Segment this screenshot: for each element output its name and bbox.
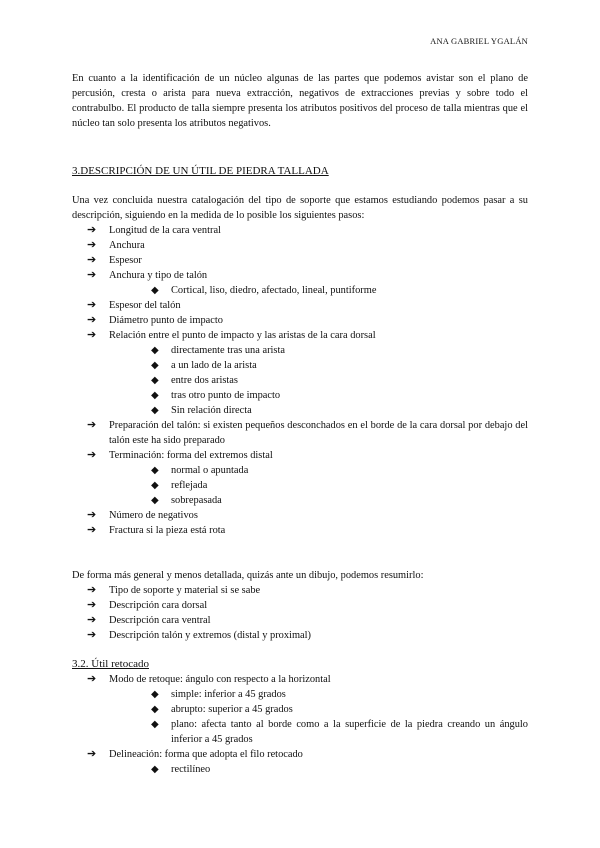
list-item	[72, 313, 528, 328]
diamond-bullet-icon: ◆	[151, 360, 159, 371]
list-item-text: Terminación: forma del extremos distal	[109, 450, 273, 461]
sub-list-item-text: Cortical, liso, diedro, afectado, lineal, puntiforme	[171, 285, 377, 296]
sub-list	[109, 283, 528, 298]
sub-list-item	[109, 403, 528, 418]
list-item-text: Diámetro punto de impacto	[109, 315, 223, 326]
list-item	[72, 418, 528, 448]
sub-list-item-text: rectilíneo	[171, 764, 211, 775]
sub-list-item-text: Sin relación directa	[171, 405, 252, 416]
arrow-bullet-icon: ➔	[87, 614, 97, 626]
diamond-bullet-icon: ◆	[151, 495, 159, 506]
arrow-bullet-icon: ➔	[87, 584, 97, 596]
sub-list-item	[109, 343, 528, 358]
document-body	[72, 71, 528, 777]
diamond-bullet-icon: ◆	[151, 480, 159, 491]
diamond-bullet-icon: ◆	[151, 285, 159, 296]
list-item	[72, 583, 528, 598]
list-item-text: Preparación del talón: si existen pequeños desconchados en el borde de la cara dorsal por debajo del talón este ha sido preparado	[109, 420, 528, 446]
sub-list-item-text: plano: afecta tanto al borde como a la superficie de la piedra creando un ángulo inferior a 45 grados	[171, 719, 528, 745]
list-item	[72, 672, 528, 747]
list-item	[72, 298, 528, 313]
diamond-bullet-icon: ◆	[151, 719, 159, 730]
section-3-paragraph: Una vez concluida nuestra catalogación del tipo de soporte que estamos estudiando podemos pasar a su descripción, siguiendo en la medida de lo posible los siguientes pasos:	[72, 195, 528, 221]
retouch-list	[72, 672, 528, 777]
intro-paragraph: En cuanto a la identificación de un núcleo algunas de las partes que podemos avistar son el plano de percusión, cresta o arista para nueva extracción, negativos de extracciones previas y sobre todo el contrabulbo. El producto de talla siempre presenta los atributos positivos del proceso de talla mientras que el núcleo tan solo presenta los atributos negativos.	[72, 73, 528, 129]
sub-list-item	[109, 388, 528, 403]
sub-list-item	[109, 493, 528, 508]
sub-list-item	[109, 373, 528, 388]
arrow-bullet-icon: ➔	[87, 509, 97, 521]
diamond-bullet-icon: ◆	[151, 405, 159, 416]
sub-list	[109, 687, 528, 747]
diamond-bullet-icon: ◆	[151, 345, 159, 356]
sub-list-item	[109, 702, 528, 717]
arrow-bullet-icon: ➔	[87, 224, 97, 236]
list-item-text: Delineación: forma que adopta el filo retocado	[109, 749, 303, 760]
diamond-bullet-icon: ◆	[151, 764, 159, 775]
list-item	[72, 448, 528, 508]
sub-list-item-text: simple: inferior a 45 grados	[171, 689, 286, 700]
list-item	[72, 223, 528, 238]
list-item-text: Fractura si la pieza está rota	[109, 525, 226, 536]
arrow-bullet-icon: ➔	[87, 524, 97, 536]
arrow-bullet-icon: ➔	[87, 329, 97, 341]
arrow-bullet-icon: ➔	[87, 449, 97, 461]
summary-list	[72, 583, 528, 643]
section-3-heading: 3.DESCRIPCIÓN DE UN ÚTIL DE PIEDRA TALLADA	[72, 165, 329, 177]
sub-list-item-text: normal o apuntada	[171, 465, 249, 476]
list-item-text: Número de negativos	[109, 510, 198, 521]
diamond-bullet-icon: ◆	[151, 465, 159, 476]
list-item	[72, 628, 528, 643]
list-item	[72, 508, 528, 523]
summary-paragraph: De forma más general y menos detallada, quizás ante un dibujo, podemos resumirlo:	[72, 570, 424, 581]
list-item-text: Descripción cara ventral	[109, 615, 211, 626]
list-item-text: Descripción talón y extremos (distal y proximal)	[109, 630, 311, 641]
sub-list-item-text: tras otro punto de impacto	[171, 390, 281, 401]
sub-list	[109, 762, 528, 777]
sub-list-item-text: entre dos aristas	[171, 375, 238, 386]
arrow-bullet-icon: ➔	[87, 599, 97, 611]
sub-list-item-text: sobrepasada	[171, 495, 222, 506]
list-item	[72, 598, 528, 613]
sub-list-item-text: a un lado de la arista	[171, 360, 257, 371]
list-item-text: Espesor del talón	[109, 300, 181, 311]
description-steps-list	[72, 223, 528, 538]
running-header-author: ANA GABRIEL YGALÁN	[430, 36, 528, 46]
sub-list-item	[109, 358, 528, 373]
list-item	[72, 523, 528, 538]
sub-list-item	[109, 762, 528, 777]
sub-list	[109, 343, 528, 418]
list-item-text: Anchura	[109, 240, 145, 251]
sub-list-item	[109, 463, 528, 478]
arrow-bullet-icon: ➔	[87, 254, 97, 266]
sub-list-item-text: directamente tras una arista	[171, 345, 285, 356]
arrow-bullet-icon: ➔	[87, 419, 97, 431]
arrow-bullet-icon: ➔	[87, 673, 97, 685]
section-3-2-heading: 3.2. Útil retocado	[72, 658, 149, 670]
list-item-text: Espesor	[109, 255, 142, 266]
list-item	[72, 268, 528, 298]
list-item-text: Anchura y tipo de talón	[109, 270, 208, 281]
diamond-bullet-icon: ◆	[151, 704, 159, 715]
arrow-bullet-icon: ➔	[87, 239, 97, 251]
arrow-bullet-icon: ➔	[87, 314, 97, 326]
arrow-bullet-icon: ➔	[87, 269, 97, 281]
sub-list	[109, 463, 528, 508]
sub-list-item	[109, 687, 528, 702]
list-item-text: Descripción cara dorsal	[109, 600, 208, 611]
list-item	[72, 238, 528, 253]
list-item	[72, 253, 528, 268]
list-item-text: Modo de retoque: ángulo con respecto a la horizontal	[109, 674, 331, 685]
list-item-text: Longitud de la cara ventral	[109, 225, 221, 236]
sub-list-item-text: abrupto: superior a 45 grados	[171, 704, 293, 715]
sub-list-item	[109, 283, 528, 298]
arrow-bullet-icon: ➔	[87, 629, 97, 641]
list-item-text: Tipo de soporte y material si se sabe	[109, 585, 261, 596]
list-item	[72, 747, 528, 777]
diamond-bullet-icon: ◆	[151, 689, 159, 700]
sub-list-item	[109, 478, 528, 493]
sub-list-item-text: reflejada	[171, 480, 208, 491]
list-item	[72, 613, 528, 628]
arrow-bullet-icon: ➔	[87, 299, 97, 311]
list-item-text: Relación entre el punto de impacto y las aristas de la cara dorsal	[109, 330, 376, 341]
diamond-bullet-icon: ◆	[151, 375, 159, 386]
sub-list-item	[109, 717, 528, 747]
diamond-bullet-icon: ◆	[151, 390, 159, 401]
arrow-bullet-icon: ➔	[87, 748, 97, 760]
list-item	[72, 328, 528, 418]
